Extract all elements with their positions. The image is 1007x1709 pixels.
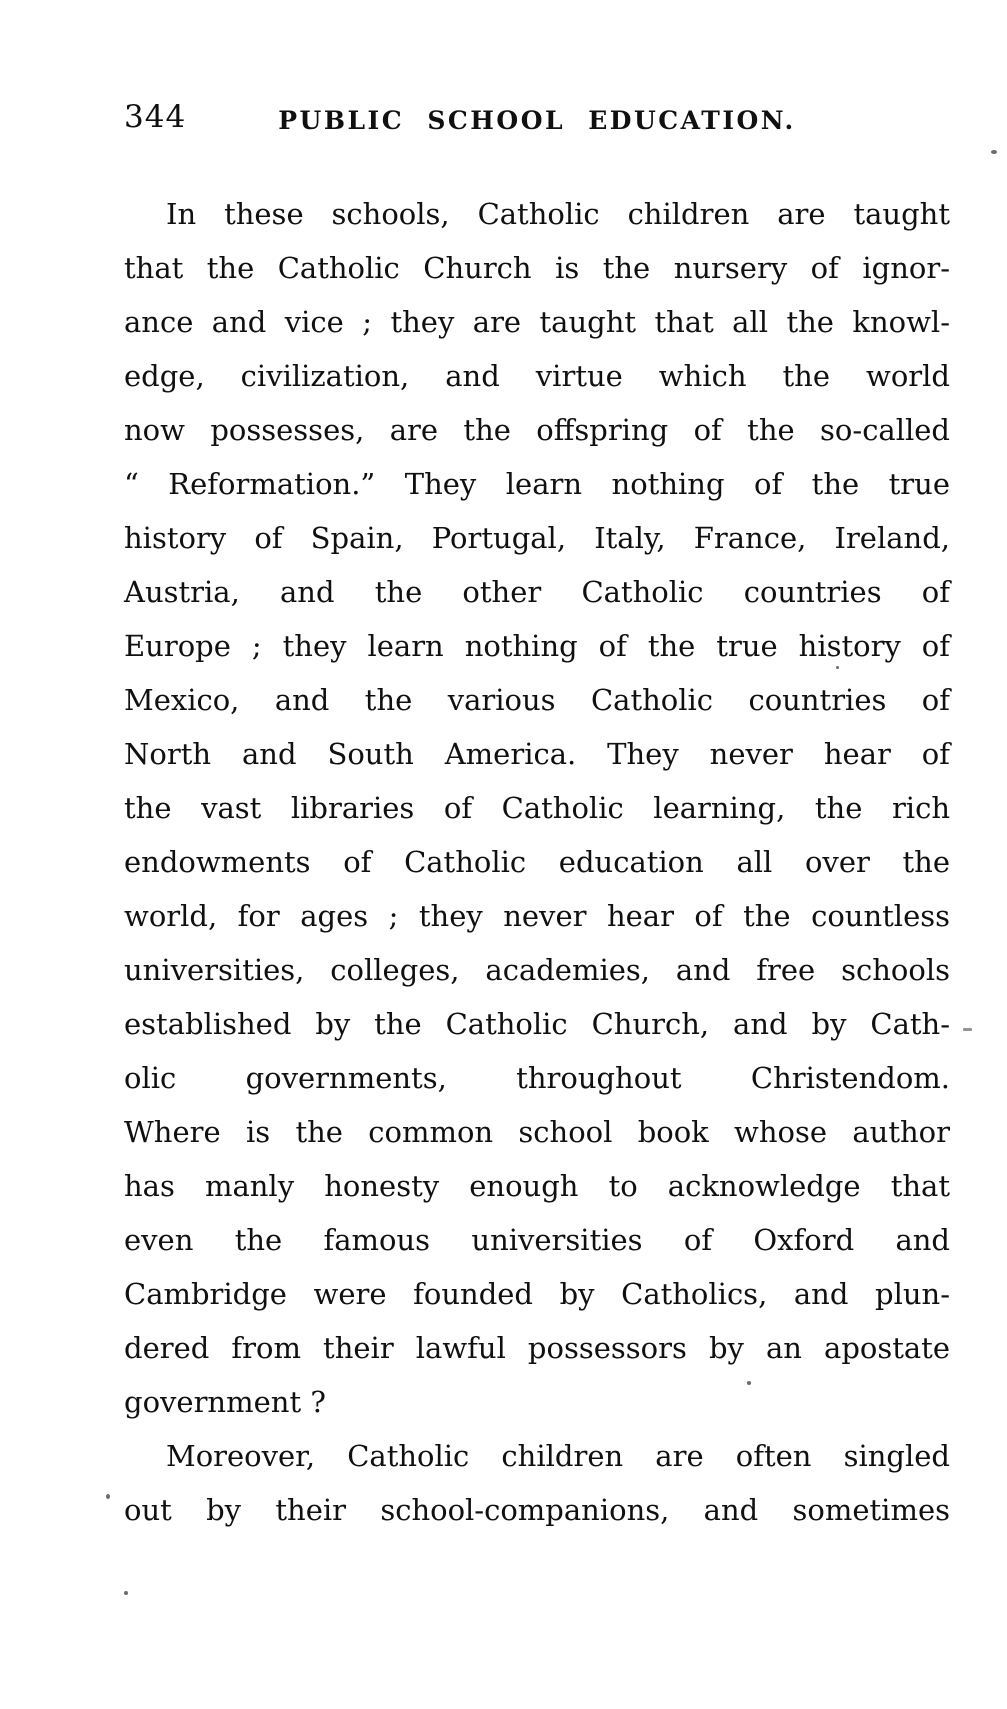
text-line: now possesses, are the offspring of the so-called — [124, 413, 950, 447]
text-line: government ? — [124, 1385, 326, 1419]
text-line: Moreover, Catholic children are often singled — [166, 1439, 950, 1473]
text-line: “ Reformation.” They learn nothing of the true — [124, 467, 950, 501]
text-line: even the famous universities of Oxford and — [124, 1223, 950, 1257]
text-line: endowments of Catholic education all over the — [124, 845, 950, 879]
text-line: Where is the common school book whose author — [124, 1115, 950, 1149]
scan-speck — [991, 150, 997, 154]
scan-speck — [836, 666, 839, 669]
scan-speck — [963, 1028, 972, 1031]
text-line: ance and vice ; they are taught that all the knowl- — [124, 305, 950, 339]
text-line: established by the Catholic Church, and by Cath- — [124, 1007, 950, 1041]
scan-speck — [106, 1494, 110, 1499]
text-line: Austria, and the other Catholic countries of — [124, 575, 950, 609]
text-line: Europe ; they learn nothing of the true history of — [124, 629, 950, 663]
text-line: out by their school-companions, and sometimes — [124, 1493, 950, 1527]
scan-speck — [124, 1591, 128, 1595]
running-title: PUBLIC SCHOOL EDUCATION. — [278, 106, 796, 135]
text-line: history of Spain, Portugal, Italy, France, Ireland, — [124, 521, 950, 555]
text-line: dered from their lawful possessors by an apostate — [124, 1331, 950, 1365]
text-line: the vast libraries of Catholic learning, the rich — [124, 791, 950, 825]
text-line: universities, colleges, academies, and free schools — [124, 953, 950, 987]
text-line: world, for ages ; they never hear of the countless — [124, 899, 950, 933]
scan-speck — [747, 1381, 751, 1385]
text-line: Mexico, and the various Catholic countries of — [124, 683, 950, 717]
body-text — [124, 187, 950, 1537]
text-line: olic governments, throughout Christendom. — [124, 1061, 950, 1095]
page-header — [124, 100, 950, 140]
text-line: that the Catholic Church is the nursery of ignor- — [124, 251, 950, 285]
text-line: edge, civilization, and virtue which the world — [124, 359, 950, 393]
page-number: 344 — [124, 99, 187, 135]
text-line: In these schools, Catholic children are taught — [166, 197, 950, 231]
text-line: Cambridge were founded by Catholics, and plun- — [124, 1277, 950, 1311]
text-line: has manly honesty enough to acknowledge that — [124, 1169, 950, 1203]
text-line: North and South America. They never hear of — [124, 737, 950, 771]
